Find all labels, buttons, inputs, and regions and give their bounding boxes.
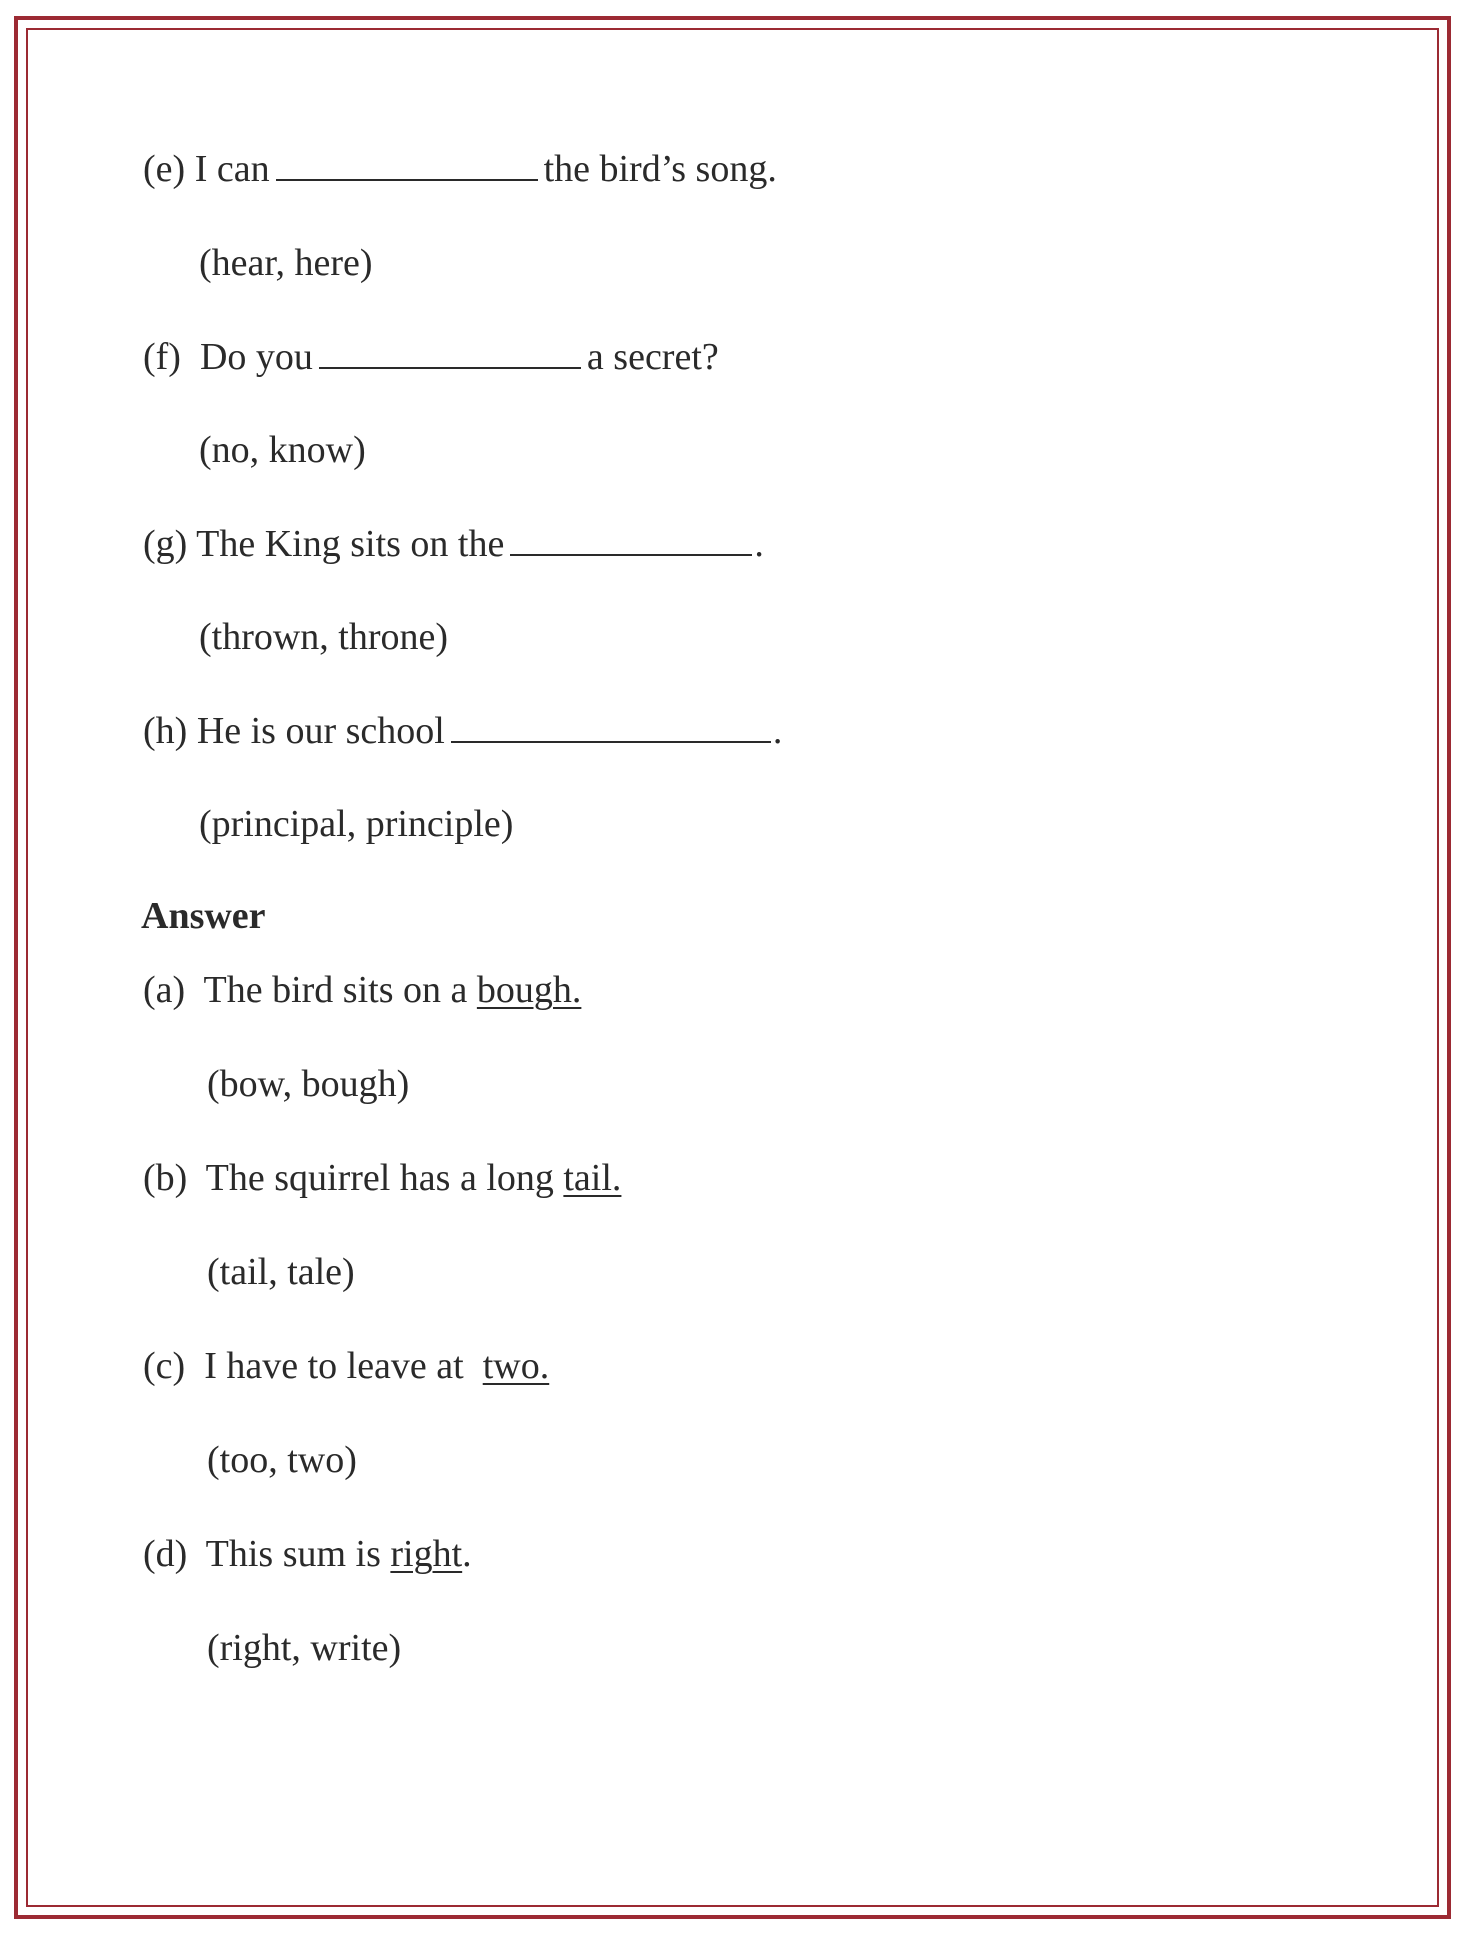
answer-text-after: . <box>462 1533 472 1575</box>
page-border-inner <box>26 28 1439 1907</box>
question-text-after: a secret? <box>586 336 719 378</box>
answer-d <box>143 1535 472 1573</box>
question-text-before: Do you <box>199 336 313 378</box>
answer-label: (c) <box>143 1345 186 1387</box>
answer-text-before: I have to leave at <box>204 1345 474 1387</box>
question-g-options: (thrown, throne) <box>199 616 449 658</box>
question-label: (g) <box>143 523 188 565</box>
question-text-before: He is our school <box>196 710 445 752</box>
answer-b <box>143 1159 621 1197</box>
question-label: (e) <box>143 148 186 190</box>
question-text-after: . <box>754 523 764 565</box>
answer-text-before: The bird sits on a <box>203 969 468 1011</box>
question-text-before: The King sits on the <box>196 523 505 565</box>
question-h-options: (principal, principle) <box>199 803 514 845</box>
answer-b-options: (tail, tale) <box>207 1251 355 1293</box>
answer-blank <box>510 553 752 556</box>
question-f <box>143 338 719 376</box>
question-text-before: I can <box>194 148 270 190</box>
answer-a <box>143 971 581 1009</box>
answer-word: two. <box>482 1345 550 1387</box>
question-h <box>143 712 782 750</box>
answer-c-options: (too, two) <box>207 1439 357 1481</box>
answer-blank <box>451 740 771 743</box>
answer-text-before: This sum is <box>205 1533 381 1575</box>
answer-d-options: (right, write) <box>207 1627 402 1669</box>
answer-label: (d) <box>143 1533 188 1575</box>
answer-blank <box>276 178 538 181</box>
answer-word: right <box>390 1533 463 1575</box>
answer-word: bough. <box>476 969 582 1011</box>
question-g <box>143 525 764 563</box>
answer-c <box>143 1347 549 1385</box>
answer-blank <box>319 366 581 369</box>
question-text-after: . <box>772 710 783 752</box>
question-label: (f) <box>143 336 181 378</box>
question-text-after: the bird’s song. <box>543 148 777 190</box>
answer-text-before: The squirrel has a long <box>205 1157 554 1199</box>
answer-heading: Answer <box>141 895 266 937</box>
question-f-options: (no, know) <box>199 429 366 471</box>
question-e <box>143 150 777 188</box>
question-label: (h) <box>143 710 188 752</box>
answer-word: tail. <box>563 1157 622 1199</box>
answer-label: (a) <box>143 969 186 1011</box>
answer-a-options: (bow, bough) <box>207 1063 410 1105</box>
question-e-options: (hear, here) <box>199 242 373 284</box>
answer-label: (b) <box>143 1157 188 1199</box>
